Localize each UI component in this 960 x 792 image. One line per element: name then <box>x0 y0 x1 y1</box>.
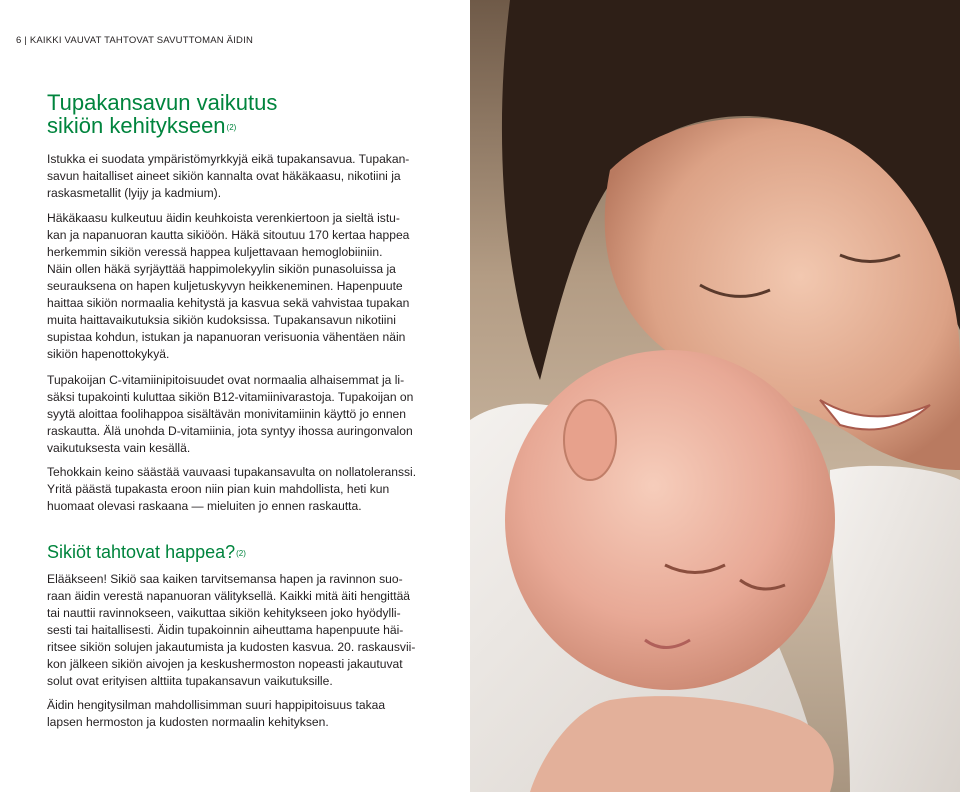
section-title-oxygen <box>47 541 246 563</box>
title-line-2: sikiön kehitykseen <box>47 113 226 138</box>
mother-robe <box>830 466 960 792</box>
reference-marker: (2) <box>236 549 246 558</box>
paragraph-vitamins: Tupakoijan C-vitamiinipitoisuudet ovat normaalia alhaisemmat ja li- säksi tupakointi kuluttaa sikiön B12-vitamiinivarastoja. Tupakoijan on syytä aloittaa foolihappoa sisältävän monivitamiinin käyttö jo ennen raskautta. Älä unohda D-vitamiinia, jota syntyy ihossa auringonvalon vaikutuksesta vain kesällä. <box>47 373 414 455</box>
running-title: KAIKKI VAUVAT TAHTOVAT SAVUTTOMAN ÄIDIN <box>29 35 254 46</box>
header-separator: | <box>24 35 27 46</box>
baby-ear <box>564 400 616 480</box>
paragraph-carbon-monoxide: Häkäkaasu kulkeutuu äidin keuhkoista verenkiertoon ja sieltä istu- kan ja napanuoran kautta sikiöön. Häkä sitoutuu 170 kertaa happea herkemmin sikiön veressä happea kuljettavaan hemoglobiiniin. Näin ollen häkä syrjäyttää happimolekyylin sikiön punasoluissa ja seurauksena on hapen kuljetuskyvyn heikkeneminen. Hapenpuute haittaa sikiön normaalia kehitystä ja kasvua sekä vahvistaa tupakan muita haittavaikutuksia sikiön kudoksissa. Tupakansavun nikotiini supistaa kohdun, istukan ja napanuoran verisuonia vähentäen näin sikiön hapenottokykyä. <box>47 211 410 361</box>
section-title-smoke-effects <box>47 91 277 137</box>
title-line-1: Tupakansavun vaikutus <box>47 90 278 115</box>
paragraph-zero-tolerance: Tehokkain keino säästää vauvaasi tupakansavulta on nollatoleranssi. Yritä päästä tupakasta eroon niin pian kuin mahdollista, heti kun huomaat olevasi raskaana — mieluiten jo ennen raskautta. <box>47 465 417 513</box>
text-column <box>0 0 470 792</box>
paragraph-placenta: Istukka ei suodata ympäristömyrkkyjä eikä tupakansavua. Tupakan- savun haitalliset aineet sikiön kannalta ovat häkäkaasu, nikotiini ja raskasmetallit (lyijy ja kadmium). <box>47 152 410 200</box>
paragraph-oxygen-supply: Elääkseen! Sikiö saa kaiken tarvitsemansa hapen ja ravinnon suo- raan äidin verestä napanuoran välityksellä. Kaikki mitä äiti hengittää tai nauttii ravinnokseen, vaikuttaa sikiön kehitykseen joko hyödylli- sesti tai haitallisesti. Äidin tupakoinnin aiheuttama hapenpuute häi- ritsee sikiön solujen jakautumista ja kudosten kasvua. 20. raskausvii- kon jälkeen sikiön aivojen ja keskushermoston nopeasti jakautuvat solut ovat erityisen alttiita tupakansavun vaikutuksille. <box>47 572 416 688</box>
page-number: 6 <box>16 35 22 46</box>
section2-title-text: Sikiöt tahtovat happea? <box>47 542 236 562</box>
photo-illustration <box>470 0 960 792</box>
running-header <box>16 35 253 46</box>
paragraph-oxygen-content: Äidin hengitysilman mahdollisimman suuri happipitoisuus takaa lapsen hermoston ja kudosten normaalin kehityksen. <box>47 698 386 729</box>
reference-marker: (2) <box>226 123 237 132</box>
baby-head <box>505 350 835 690</box>
mother-and-newborn-photo <box>470 0 960 792</box>
